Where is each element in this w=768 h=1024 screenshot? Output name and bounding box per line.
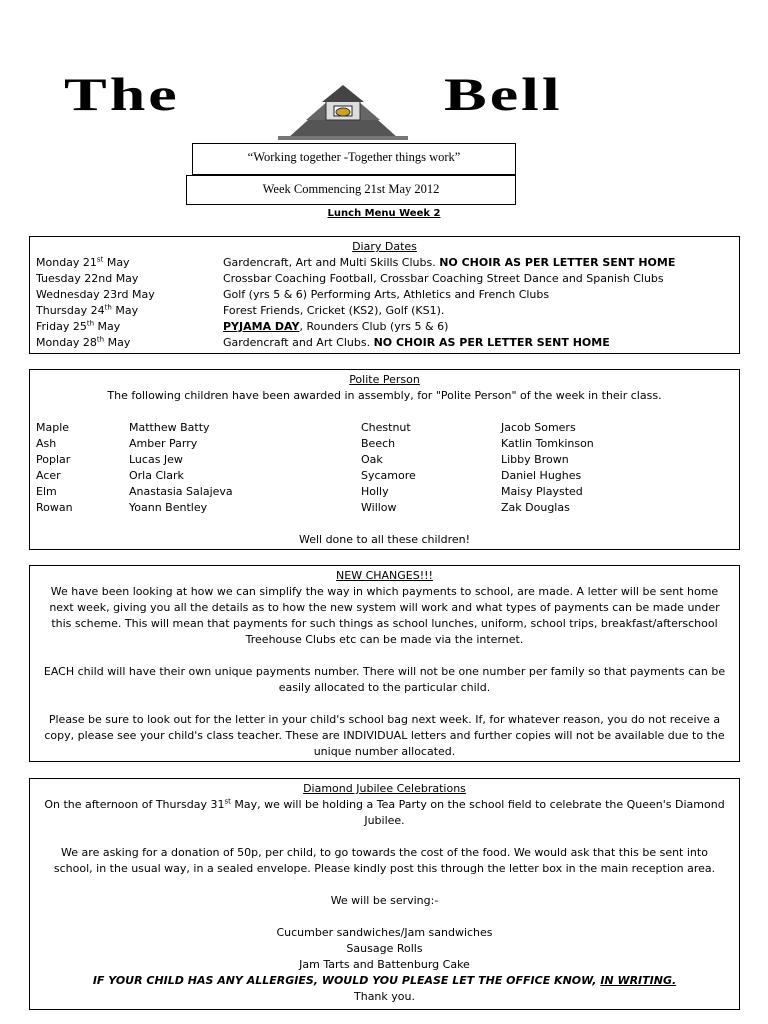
diary-row bbox=[36, 271, 733, 287]
child-name: Jacob Somers bbox=[501, 421, 576, 434]
class-column-right bbox=[361, 420, 501, 516]
diary-day: Monday 21st May bbox=[36, 255, 130, 269]
school-bell-building-icon bbox=[278, 80, 408, 140]
week-commencing-box: Week Commencing 21st May 2012 bbox=[186, 175, 516, 205]
child-column-right bbox=[501, 420, 701, 516]
child-name: Maisy Playsted bbox=[501, 485, 583, 498]
diary-day: Thursday 24th May bbox=[36, 303, 139, 317]
diary-row bbox=[36, 287, 733, 303]
class-name: Oak bbox=[361, 453, 383, 466]
menu-item: Jam Tarts and Battenburg Cake bbox=[299, 958, 470, 971]
diary-row bbox=[36, 319, 733, 335]
class-name: Willow bbox=[361, 501, 397, 514]
class-name: Sycamore bbox=[361, 469, 416, 482]
diary-heading: Diary Dates bbox=[352, 240, 417, 253]
changes-heading: NEW CHANGES!!! bbox=[336, 569, 433, 582]
diary-day: Monday 28th May bbox=[36, 335, 131, 349]
child-name: Zak Douglas bbox=[501, 501, 570, 514]
new-changes-section bbox=[29, 565, 740, 762]
polite-footer: Well done to all these children! bbox=[298, 533, 471, 546]
diary-day: Wednesday 23rd May bbox=[36, 288, 155, 301]
child-name: Daniel Hughes bbox=[501, 469, 582, 482]
diary-row bbox=[36, 255, 733, 271]
child-column-left bbox=[129, 420, 361, 516]
child-name: Katlin Tomkinson bbox=[501, 437, 594, 450]
polite-intro: The following children have been awarded in assembly, for "Polite Person" of the week in their class. bbox=[107, 389, 662, 402]
diary-day: Friday 25th May bbox=[36, 319, 121, 333]
diary-activity: PYJAMA DAY, Rounders Club (yrs 5 & 6) bbox=[223, 320, 449, 333]
lunch-menu-heading: Lunch Menu Week 2 bbox=[327, 208, 441, 219]
child-name: Yoann Bentley bbox=[129, 501, 208, 514]
changes-paragraph: Please be sure to look out for the letter in your child's school bag next week. If, for whatever reason, you do not receive a copy, please see your child's class teacher. These are INDIVIDUAL letters and further copies will not be available due to the unique number allocated. bbox=[44, 713, 725, 758]
jubilee-heading: Diamond Jubilee Celebrations bbox=[303, 782, 466, 795]
class-name: Elm bbox=[36, 485, 57, 498]
menu-item: Sausage Rolls bbox=[346, 942, 423, 955]
changes-paragraph: We have been looking at how we can simplify the way in which payments to school, are made. A letter will be sent home next week, giving you all the details as to how the new system will work and what types of payments can be made under this scheme. This will mean that payments for such things as school lunches, uniform, school trips, breakfast/afterschool Treehouse Clubs etc can be made via the internet. bbox=[49, 585, 720, 646]
jubilee-paragraph: On the afternoon of Thursday 31st May, we will be holding a Tea Party on the school field to celebrate the Queen's Diamond Jubilee. bbox=[44, 797, 725, 827]
diary-activity: Golf (yrs 5 & 6) Performing Arts, Athletics and French Clubs bbox=[223, 288, 550, 301]
class-name: Chestnut bbox=[361, 421, 411, 434]
diary-activity: Gardencraft, Art and Multi Skills Clubs. NO CHOIR AS PER LETTER SENT HOME bbox=[223, 256, 676, 269]
child-name: Lucas Jew bbox=[129, 453, 183, 466]
allergy-notice: IF YOUR CHILD HAS ANY ALLERGIES, WOULD YOU PLEASE LET THE OFFICE KNOW, IN WRITING. bbox=[92, 974, 677, 987]
diary-day: Tuesday 22nd May bbox=[36, 272, 139, 285]
diary-dates-section bbox=[29, 236, 740, 354]
class-name: Poplar bbox=[36, 453, 71, 466]
child-name: Matthew Batty bbox=[129, 421, 210, 434]
child-name: Orla Clark bbox=[129, 469, 184, 482]
child-name: Anastasia Salajeva bbox=[129, 485, 233, 498]
diary-activity: Gardencraft and Art Clubs. NO CHOIR AS PER LETTER SENT HOME bbox=[223, 336, 610, 349]
child-name: Libby Brown bbox=[501, 453, 569, 466]
class-name: Holly bbox=[361, 485, 389, 498]
diary-row bbox=[36, 303, 733, 319]
class-name: Acer bbox=[36, 469, 61, 482]
thanks: Thank you. bbox=[354, 990, 415, 1003]
motto-box: “Working together -Together things work” bbox=[192, 143, 516, 175]
diary-activity: Crossbar Coaching Football, Crossbar Coaching Street Dance and Spanish Clubs bbox=[223, 272, 664, 285]
changes-paragraph: EACH child will have their own unique payments number. There will not be one number per family so that payments can be easily allocated to the particular child. bbox=[43, 665, 726, 694]
class-name: Ash bbox=[36, 437, 57, 450]
award-list bbox=[36, 420, 733, 516]
class-name: Rowan bbox=[36, 501, 73, 514]
class-name: Maple bbox=[36, 421, 70, 434]
jubilee-section bbox=[29, 778, 740, 1010]
newsletter-masthead bbox=[60, 69, 660, 142]
serving-intro: We will be serving:- bbox=[330, 894, 439, 907]
masthead-title-left: The bbox=[64, 69, 180, 121]
diary-row bbox=[36, 335, 733, 351]
polite-heading: Polite Person bbox=[349, 373, 420, 386]
child-name: Amber Parry bbox=[129, 437, 198, 450]
diary-activity: Forest Friends, Cricket (KS2), Golf (KS1). bbox=[223, 304, 445, 317]
class-name: Beech bbox=[361, 437, 396, 450]
menu-item: Cucumber sandwiches/Jam sandwiches bbox=[276, 926, 493, 939]
jubilee-paragraph: We are asking for a donation of 50p, per child, to go towards the cost of the food. We would ask that this be sent into school, in the usual way, in a sealed envelope. Please kindly post this through the letter box in the main reception area. bbox=[53, 846, 716, 875]
class-column-left bbox=[36, 420, 129, 516]
polite-person-section bbox=[29, 369, 740, 550]
masthead-title-right: Bell bbox=[444, 69, 563, 121]
